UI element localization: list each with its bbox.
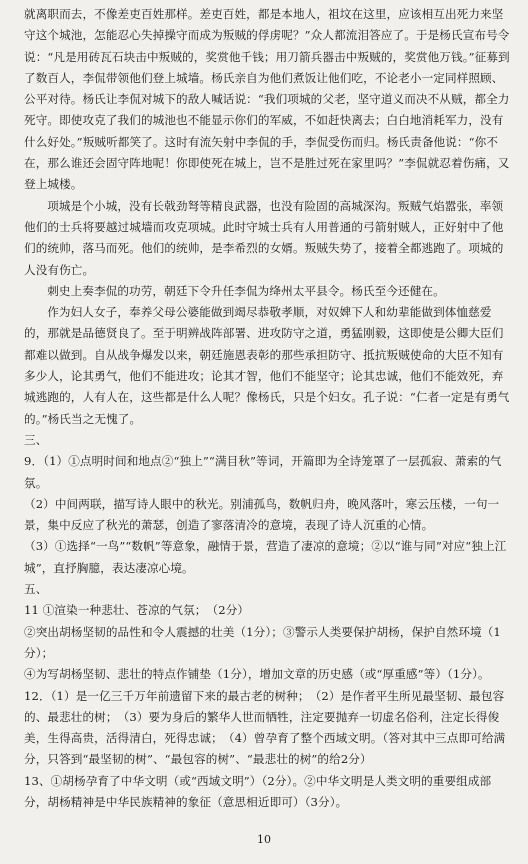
page-number: 10 [257, 833, 271, 846]
answer-9-1: 9．（1）①点明时间和地点②“独上”“满目秋”等词，开篇即为全诗笼罩了一层孤寂、萧索的气氛。 [24, 454, 502, 490]
answer-9-2: （2）中间两联，描写诗人眼中的秋光。别浦孤鸟，数帆归舟，晚风落叶，寒云压楼，一句一景，集中反应了秋光的萧瑟，创造了寥落清冷的意境，表现了诗人沉重的心情。 [24, 496, 500, 533]
answer-11-1: 11 ①渲染一种悲壮、苍凉的气氛； （2分） [24, 603, 250, 618]
paragraph-translation-4: 作为妇人女子，奉养父母公婆能做到竭尽恭敬孝顺，对奴婢下人和幼辈能做到体恤慈爱的，那就是品德贤良了。至于明辨战阵部署、进攻防守之道，勇猛刚毅，这即使是公卿大臣们都难以做到。自从战争爆发以来，朝廷施恩表彰的那些承担防守、抵抗叛贼使命的大臣不知有多少人，论其勇气，他们不能进攻；论其才智，他们不能坚守；论其忠诚，他们不能效死，弃城逃跑的，人有人在，这些都是什么人呢？像杨氏，只是个妇女。孔子说：“仁者一定是有勇气的。”杨氏当之无愧了。 [24, 305, 510, 426]
paragraph-translation-1: 就离职而去，不像差吏百姓那样。差吏百姓，都是本地人，祖坟在这里，应该相互出死力来坚守这个城池，怎能忍心失掉操守而成为叛贼的俘虏呢？”众人都流泪答应了。于是杨氏宣布号令说：“凡是用砖瓦石块击中叛贼的，奖赏他千钱；用刀箭兵器击中叛贼的，奖赏他万钱。”征募到了数百人，李侃带领他们登上城墙。杨氏亲自为他们煮饭让他们吃，不论老小一定同样照顾、公平对待。杨氏让李侃对城下的敌人喊话说：“我们项城的父老，坚守道义而决不从贼，都全力死守。即使攻克了我们的城池也不能显示你们的军威，不如赶快离去；白白地消耗军力，没有什么好处。”叛贼听都笑了。这时有流矢射中李侃的手，李侃受伤而归。杨氏责备他说：“你不在，那么谁还会固守阵地呢！你即使死在城上，岂不是胜过死在家里吗？”李侃就忍着伤痛，又登上城楼。 [24, 7, 510, 192]
answer-12: 12．（1）是一亿三千万年前遗留下来的最古老的树种； （2）是作者平生所见最坚韧、最包容的、最悲壮的树； （3）要为身后的繁华人世而牺牲，注定要抛弃一切虚名俗利，注定长得俊美，生得高贵，活得清白，死得忠诚； （4）曾孕育了整个西域文明。（答对其中三点即可给满分，只答到“最坚韧的树”、“最包容的树”、“最悲壮的树”的给2分） [24, 688, 506, 767]
section-heading-five: 五、 [24, 582, 48, 597]
answer-13: 13、①胡杨孕育了中华文明（或“西域文明”）（2分）。②中华文明是人类文明的重要组成部分，胡杨精神是中华民族精神的象征（意思相近即可）（3分）。 [24, 773, 492, 809]
paragraph-translation-2: 项城是个小城，没有长戟劲弩等精良武器，也没有险固的高城深沟。叛贼气焰嚣张，率领他们的士兵将要越过城墙而攻克项城。此时守城士兵有人用普通的弓箭射贼人，正好射中了他们的统帅，落马而死。他们的统帅，是李希烈的女婿。叛贼失势了，接着全都逃跑了。项城的人没有伤亡。 [24, 198, 504, 277]
paragraph-translation-3: 刺史上奏李侃的功劳，朝廷下令升任李侃为绛州太平县令。杨氏至今还健在。 [47, 283, 445, 298]
answer-9-3: （3）①选择“一鸟”“数帆”等意象，融情于景，营造了凄凉的意境；②以“谁与同”对应“独上江城”，直抒胸臆，表达凄凉心境。 [24, 539, 507, 575]
document-body [24, 4, 512, 813]
section-heading-three: 三、 [24, 432, 48, 447]
answer-11-2: ②突出胡杨坚韧的品性和令人震撼的壮美（1分）；③警示人类要保护胡杨，保护自然环境（1分）； [24, 624, 501, 660]
answer-11-3: ④为写胡杨坚韧、悲壮的特点作铺垫（1分），增加文章的历史感（或“厚重感”等）（1分）。 [24, 667, 490, 682]
